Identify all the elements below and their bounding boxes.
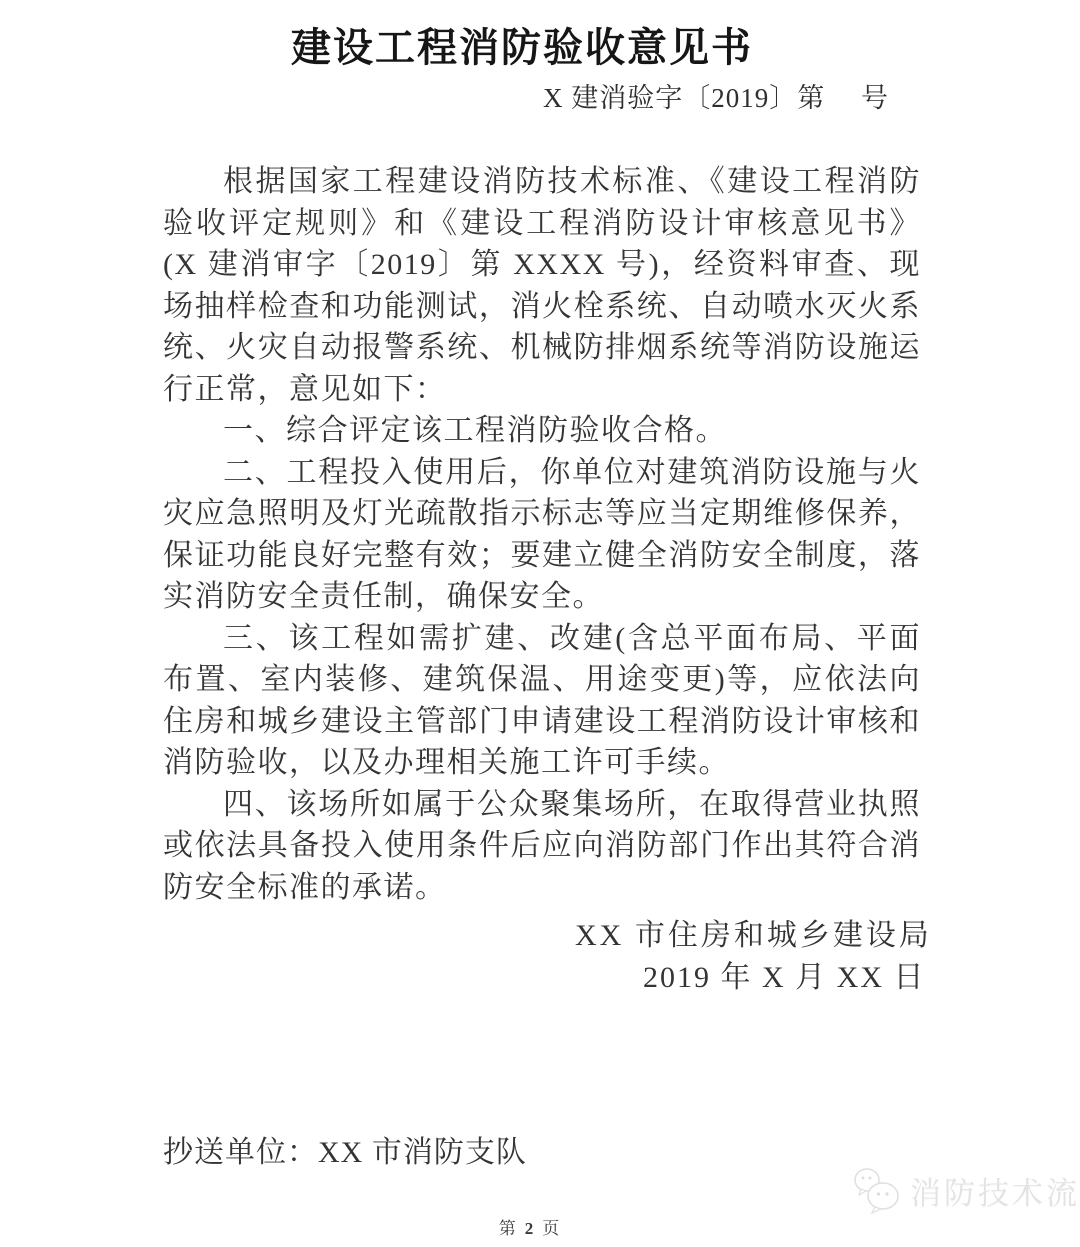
signature-organization: XX 市住房和城乡建设局 bbox=[575, 919, 932, 952]
cc-line: 抄送单位：XX 市消防支队 bbox=[163, 1136, 527, 1169]
watermark bbox=[852, 1165, 1080, 1215]
doc-number: X 建消验字〔2019〕第 号 bbox=[543, 83, 889, 113]
page-number: 2 bbox=[524, 1219, 536, 1238]
page-title: 建设工程消防验收意见书 bbox=[291, 25, 753, 70]
signature-date: 2019 年 X 月 XX 日 bbox=[643, 961, 926, 994]
footer-suffix: 页 bbox=[542, 1219, 562, 1238]
wechat-icon bbox=[852, 1165, 902, 1215]
watermark-text: 消防技术流 bbox=[910, 1175, 1080, 1211]
paragraph-item-2: 二、工程投入使用后，你单位对建筑消防设施与火灾应急照明及灯光疏散指示标志等应当定期维修保养，保证功能良好完整有效；要建立健全消防安全制度，落实消防安全责任制，确保安全。 bbox=[163, 455, 921, 613]
paragraph-intro: 根据国家工程建设消防技术标准、《建设工程消防验收评定规则》和《建设工程消防设计审核意见书》(X 建消审字〔2019〕第 XXXX 号)，经资料审查、现场抽样检查和功能测试，消火栓系统、自动喷水灭火系统、火灾自动报警系统、机械防排烟系统等消防设施运行正常，意见如下： bbox=[163, 165, 921, 406]
document-body bbox=[163, 161, 921, 908]
page-footer bbox=[0, 1214, 1060, 1239]
paragraph-item-4: 四、该场所如属于公众聚集场所，在取得营业执照或依法具备投入使用条件后应向消防部门作出其符合消防安全标准的承诺。 bbox=[163, 787, 921, 904]
paragraph-item-3: 三、该工程如需扩建、改建(含总平面布局、平面布置、室内装修、建筑保温、用途变更)等，应依法向住房和城乡建设主管部门申请建设工程消防设计审核和消防验收，以及办理相关施工许可手续。 bbox=[163, 621, 921, 779]
footer-prefix: 第 bbox=[498, 1219, 518, 1238]
paragraph-item-1: 一、综合评定该工程消防验收合格。 bbox=[223, 414, 727, 447]
